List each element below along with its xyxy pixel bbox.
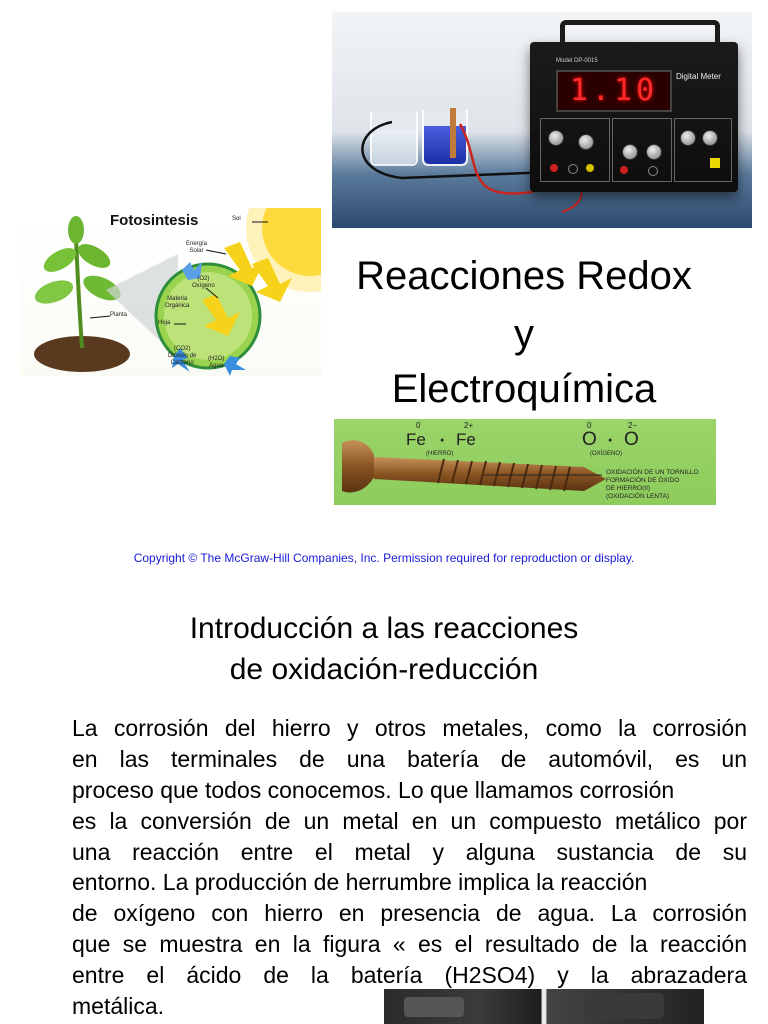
o-left: O	[582, 429, 597, 450]
meter-body	[530, 42, 738, 192]
diagram-title: Fotosintesis	[110, 212, 199, 229]
label-planta: Planta	[110, 312, 128, 318]
panel-section-right	[674, 118, 732, 182]
label-sol: Sol	[232, 216, 241, 222]
headline-line1: Reacciones Redox	[356, 254, 692, 298]
leaf	[68, 216, 84, 244]
label-co2: (CO2) Dióxido de Carbono	[168, 346, 197, 366]
leader-line	[206, 250, 226, 254]
knob-icon	[622, 144, 638, 160]
label-energia: Energía Solar	[186, 241, 208, 254]
body-line: metálica.	[72, 993, 165, 1019]
label-h2o: (H2O) Agua	[208, 356, 225, 369]
body-line: es la conversión de un metal en un compuesto metálico por	[72, 808, 747, 834]
knob-icon	[578, 134, 594, 150]
fe-left: Fe	[406, 430, 426, 449]
o-name: (OXÍGENO)	[590, 451, 623, 457]
meter-handle	[560, 20, 720, 49]
body-line: que se muestra en la figura « es el resultado de la reacción	[72, 931, 747, 957]
section-title-line1: Introducción a las reacciones	[189, 612, 579, 645]
o-arrow: ●	[608, 437, 613, 444]
headline-line2: y	[514, 312, 534, 356]
fe-name: (HIERRO)	[426, 451, 454, 457]
photo-detail	[404, 997, 464, 1017]
jack-icon	[550, 164, 558, 172]
knob-icon	[702, 130, 718, 146]
body-line: en las terminales de una batería de automóvil, es un	[72, 746, 747, 772]
screw-head	[342, 440, 374, 492]
jack-icon	[586, 164, 594, 172]
label-materia: Materia Orgánica	[165, 296, 190, 309]
body-line: entorno. La producción de herrumbre implica la reacción	[72, 869, 648, 895]
label-hoja: Hoja	[158, 320, 171, 326]
body-line: proceso que todos conocemos. Lo que llamamos corrosión	[72, 777, 675, 803]
body-line: de oxígeno con hierro en presencia de agua. La corrosión	[72, 900, 747, 926]
photo-detail	[584, 993, 664, 1019]
fe-ox-right: 2+	[464, 421, 474, 430]
meter-label: Digital Meter	[676, 72, 721, 81]
photosynthesis-diagram	[20, 208, 321, 376]
meter-model: Model DP-0015	[556, 58, 598, 64]
fe-ox-left: 0	[416, 421, 421, 430]
knob-icon	[646, 144, 662, 160]
leaf	[40, 243, 80, 277]
copyright-notice: Copyright © The McGraw-Hill Companies, Inc. Permission required for reproduction or display.	[133, 551, 635, 565]
status-light	[710, 158, 720, 168]
o-ox-right: 2−	[628, 421, 638, 430]
headline-line3: Electroquímica	[391, 367, 657, 411]
leaf	[74, 239, 114, 273]
section-title-line2: de oxidación-reducción	[229, 653, 539, 686]
o-right: O	[624, 429, 639, 450]
jack-icon	[648, 166, 658, 176]
battery-corrosion-photo	[384, 989, 704, 1024]
knob-icon	[548, 130, 564, 146]
screw-shank	[374, 457, 606, 491]
leaf	[32, 276, 76, 308]
body-line: La corrosión del hierro y otros metales, como la corrosión	[72, 715, 747, 741]
sun-glow	[246, 208, 321, 292]
jack-icon	[620, 166, 628, 174]
knob-icon	[680, 130, 696, 146]
jack-icon	[568, 164, 578, 174]
screw-caption: OXIDACIÓN DE UN TORNILLO FORMACIÓN DE ÓXIDO DE HIERRO(II) (OXIDACIÓN LENTA)	[606, 469, 699, 500]
body-line: entre el ácido de la batería (H2SO4) y la abrazadera	[72, 962, 747, 988]
digital-meter-photo	[332, 12, 752, 228]
screw-oxidation-photo	[334, 419, 716, 505]
meter-display: 1.10	[556, 70, 672, 112]
fe-right: Fe	[456, 430, 476, 449]
black-wire	[362, 122, 552, 178]
body-line: una reacción entre el metal y alguna sustancia de su	[72, 839, 747, 865]
fe-arrow: ●	[440, 437, 445, 444]
leader-line	[90, 316, 110, 318]
o-ox-left: 0	[587, 421, 592, 430]
label-o2: (O2) Oxígeno	[192, 276, 215, 289]
